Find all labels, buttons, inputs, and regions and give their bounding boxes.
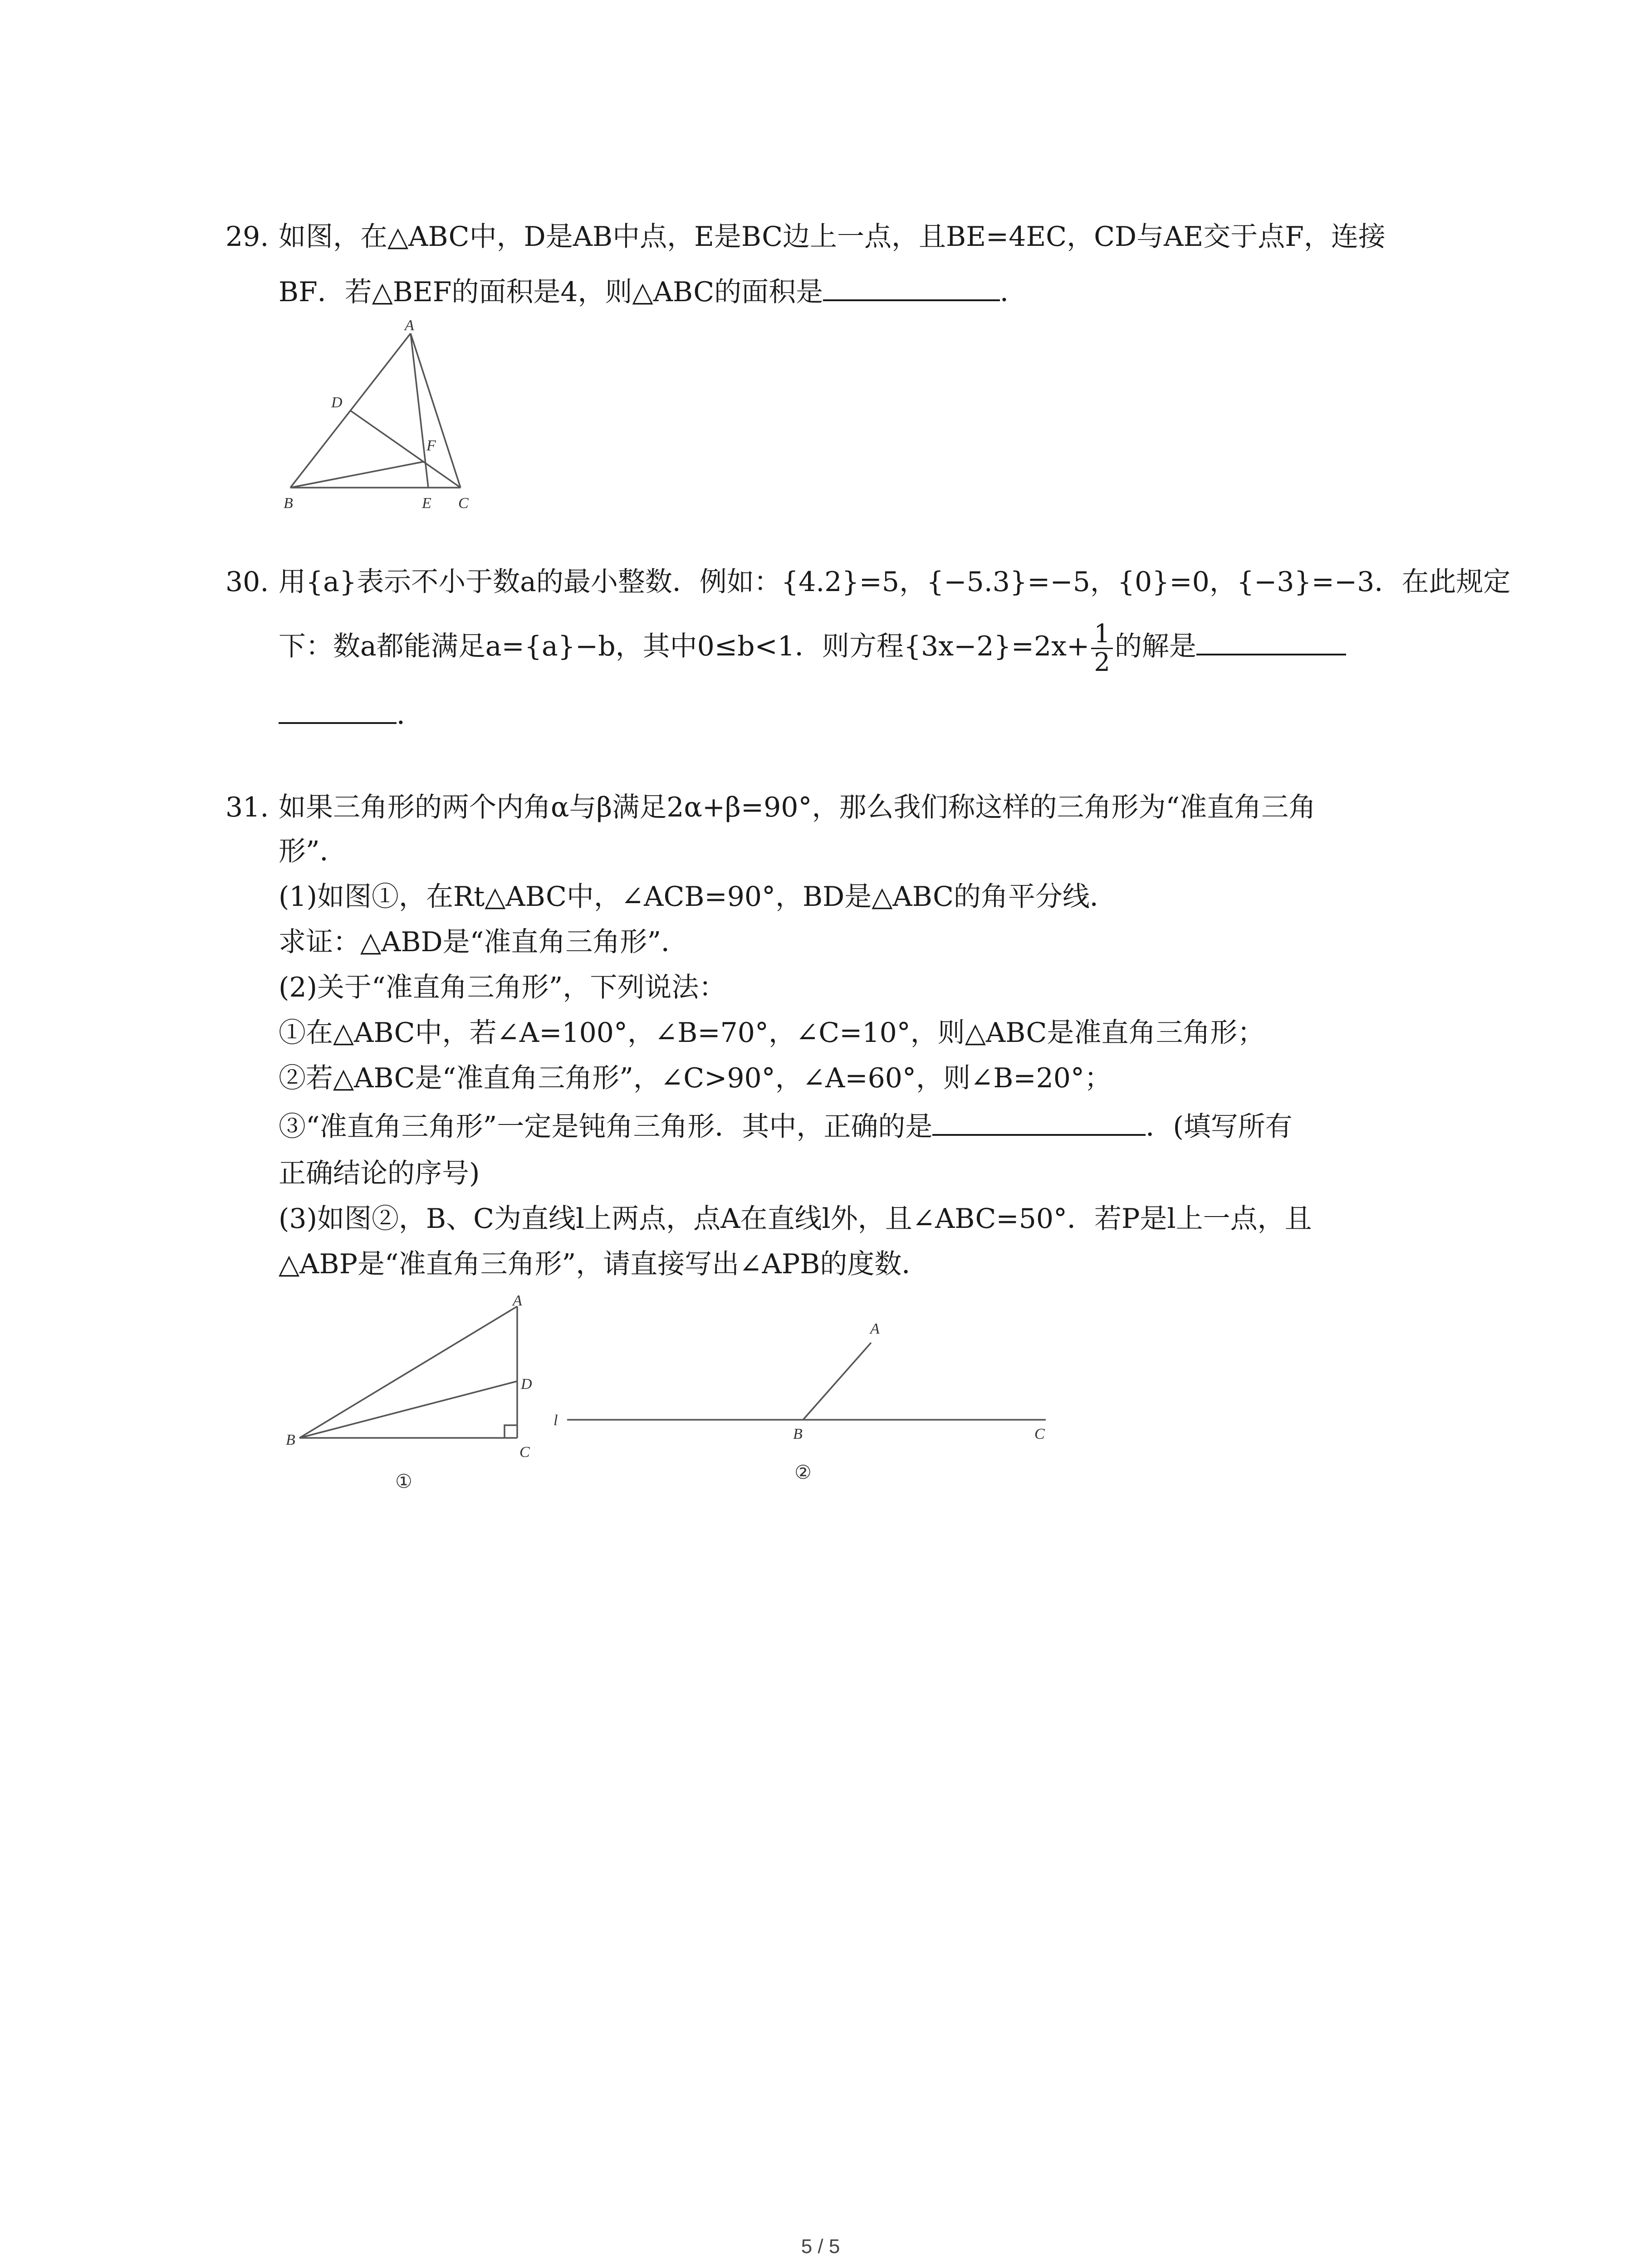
q31-part1: (1)如图①，在Rt△ABC中，∠ACB=90°，BD是△ABC的角平分线． (279, 881, 1117, 913)
q30-number: 30. (225, 566, 269, 598)
q29-label-D: D (331, 394, 343, 411)
q31-statement-2: ②若△ABC是“准直角三角形”，∠C>90°，∠A=60°，则∠B=20°； (279, 1062, 1112, 1094)
q30-text-line3 (279, 696, 424, 733)
q31-fig2-label-C: C (1034, 1426, 1045, 1442)
q30-text-post: 的解是 (1114, 631, 1196, 663)
q31-statement-3-text: ③“准直角三角形”一定是钝角三角形．其中，正确的是 (279, 1111, 933, 1143)
q29-triangle-figure (272, 318, 517, 513)
q31-statement-3-cont: 正确结论的序号) (279, 1158, 480, 1189)
q31-fig1-label-A: A (513, 1292, 522, 1309)
q31-fig1-label-C: C (519, 1444, 530, 1461)
q29-period: ． (1000, 276, 1028, 308)
q30-frac-denominator: 2 (1094, 648, 1110, 677)
q31-fig1-label-B: B (286, 1432, 295, 1448)
q29-answer-blank[interactable] (823, 273, 1000, 301)
q30-fraction (1091, 621, 1113, 676)
q31-answer-blank[interactable] (932, 1108, 1146, 1136)
q30-frac-numerator: 1 (1091, 621, 1113, 649)
q31-part2: (2)关于“准直角三角形”，下列说法： (279, 972, 726, 1003)
q31-fig2-label-B: B (793, 1426, 803, 1442)
q29-text-line2 (279, 273, 1027, 310)
q29-label-B: B (284, 495, 293, 512)
q30-text-line1: 用{a}表示不小于数a的最小整数．例如：{4.2}=5，{−5.3}=−5，{0}=0，{−3}=−3．在此规定 (279, 566, 1511, 598)
q31-fig1-caption: ① (395, 1471, 412, 1492)
q31-part1-proof: 求证：△ABD是“准直角三角形”． (279, 926, 689, 958)
q29-label-E: E (422, 495, 431, 512)
q29-number: 29. (225, 221, 269, 253)
q31-figure-1 (272, 1288, 544, 1506)
q29-question: BF．若△BEF的面积是4，则△ABC的面积是 (279, 276, 823, 308)
q31-fig1-label-D: D (521, 1376, 532, 1393)
q29-label-A: A (405, 317, 414, 334)
q30-answer-blank-part2[interactable] (279, 696, 397, 724)
q31-statement-1: ①在△ABC中，若∠A=100°，∠B=70°，∠C=10°，则△ABC是准直角三角形； (279, 1017, 1265, 1049)
q31-fig2-caption: ② (794, 1462, 812, 1483)
q30-period: ． (397, 699, 424, 731)
q31-statement-3-tail: ．(填写所有 (1146, 1111, 1293, 1143)
q31-text-line1: 如果三角形的两个内角α与β满足2α+β=90°，那么我们称这样的三角形为“准直角三角 (279, 792, 1316, 823)
q29-label-F: F (426, 437, 436, 454)
q31-number: 31. (225, 792, 269, 823)
q31-text-line2: 形”． (279, 836, 347, 867)
q31-figure-2 (544, 1306, 1089, 1497)
q31-part3: (3)如图②，B、C为直线l上两点，点A在直线l外，且∠ABC=50°．若P是l上一点，且 (279, 1203, 1312, 1235)
page-number: 5 / 5 (801, 2235, 840, 2258)
q30-text-line2 (279, 621, 1346, 676)
q29-label-C: C (458, 495, 469, 512)
q31-statement-3 (279, 1108, 1293, 1145)
q31-fig2-label-l: l (554, 1412, 558, 1429)
q30-text-pre: 下：数a都能满足a={a}−b，其中0≤b<1．则方程{3x−2}=2x+ (279, 631, 1090, 663)
q31-part3-cont: △ABP是“准直角三角形”，请直接写出∠APB的度数． (279, 1248, 929, 1280)
q30-answer-blank-part1[interactable] (1196, 627, 1346, 655)
q31-fig2-label-A: A (870, 1320, 880, 1337)
q29-text-line1: 如图，在△ABC中，D是AB中点，E是BC边上一点，且BE=4EC，CD与AE交于点F，连接 (279, 221, 1386, 253)
